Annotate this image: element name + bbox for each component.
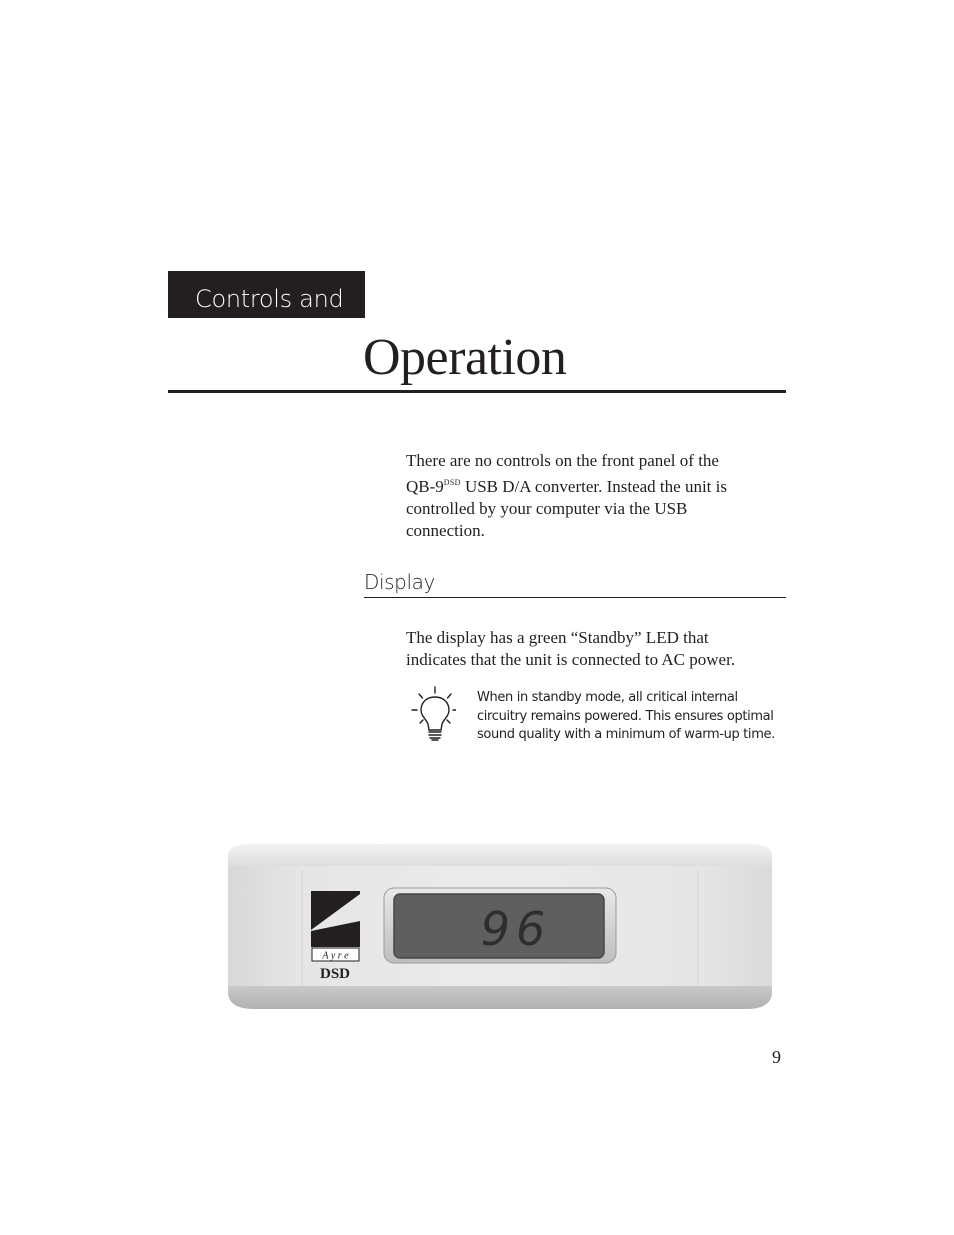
display-readout: 96 xyxy=(480,902,552,956)
logo-wordmark: A y r e xyxy=(322,950,349,962)
tip-note xyxy=(477,689,782,745)
dsd-badge: DSD xyxy=(319,966,351,982)
page-number: 9 xyxy=(772,1047,781,1067)
chapter-tab xyxy=(168,271,365,318)
intro-paragraph xyxy=(406,450,766,542)
tip-line-2: circuitry remains powered. This ensures optimal xyxy=(477,708,774,724)
tip-line-1: When in standby mode, all critical internal xyxy=(477,690,738,705)
model-superscript: DSD xyxy=(443,478,461,487)
model-name: QB-9 xyxy=(406,477,444,496)
intro-line-2-rest: USB D/A converter. Instead the unit is xyxy=(460,477,727,496)
intro-line-2 xyxy=(406,472,766,498)
display-line-1: The display has a green “Standby” LED that xyxy=(406,628,709,647)
intro-line-3: controlled by your computer via the USB xyxy=(406,499,688,518)
tip-line-3: sound quality with a minimum of warm-up time. xyxy=(477,727,775,742)
chapter-tab-label: Controls and xyxy=(195,285,344,313)
display-paragraph xyxy=(406,627,786,671)
section-heading-display: Display xyxy=(364,570,435,594)
intro-line-1: There are no controls on the front panel of the xyxy=(406,451,719,470)
device-front-panel xyxy=(226,842,774,1012)
lightbulb-icon xyxy=(408,686,456,744)
display-line-2: indicates that the unit is connected to AC power. xyxy=(406,650,736,669)
intro-line-4: connection. xyxy=(406,521,485,540)
section-divider xyxy=(364,597,786,598)
page-title: Operation xyxy=(363,329,567,386)
title-divider xyxy=(168,390,786,393)
